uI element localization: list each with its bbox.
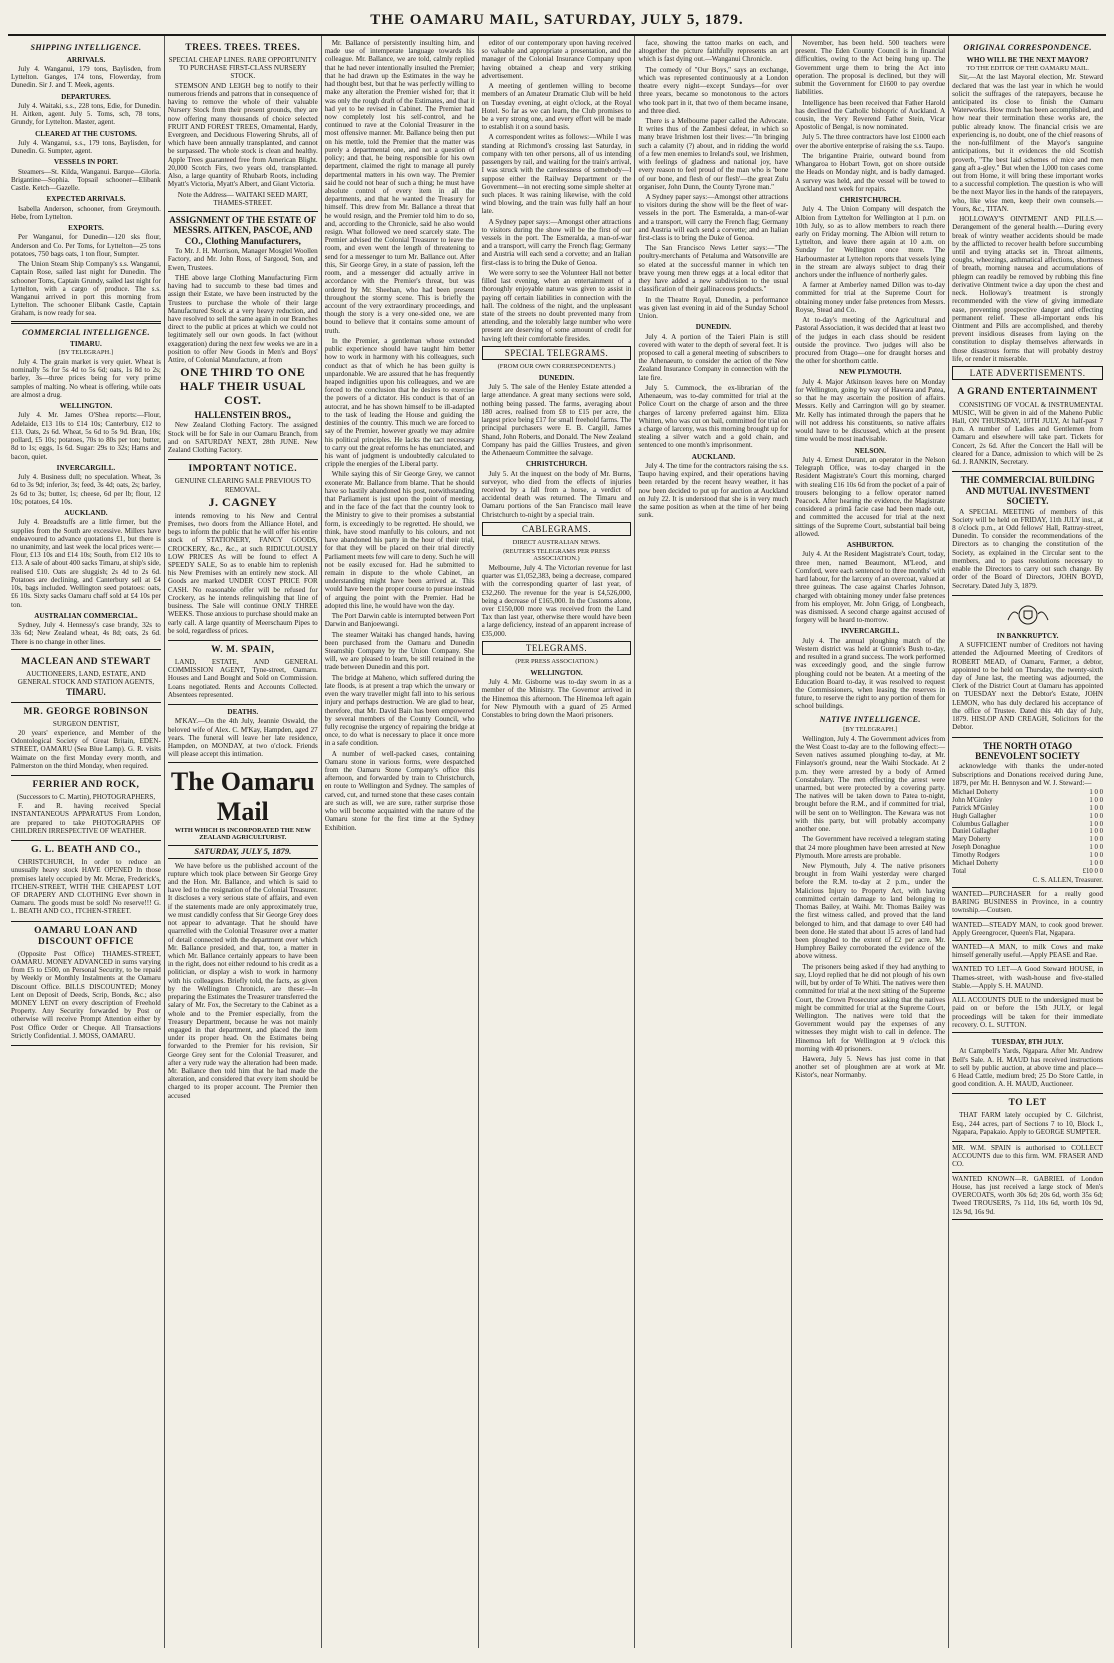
by-telegraph: [BY TELEGRAPH.]: [58, 349, 114, 357]
ad-spain: W. M. SPAIN, LAND, ESTATE, AND GENERAL COMMISSION AGENT, Tyne-street, Oamaru. Houses and Land Bought and Sold on Commission. Loans negotiated. Rents and Accounts Collected. Absentees represented.: [168, 641, 318, 705]
ad-maclean: MACLEAN AND STEWART AUCTIONEERS, LAND, ESTATE, AND GENERAL STOCK AND STATION AGENTS, TIMARU.: [11, 653, 161, 703]
departures-text: July 4. Waitaki, s.s., 228 tons, Edie, for Dunedin. H. Aitken, agent. July 5. Toms, sch, 78 tons, Grundy, for Lyttelton. Master, agent.: [11, 101, 161, 127]
correspondence-heading: ORIGINAL CORRESPONDENCE.: [963, 43, 1092, 52]
ad-wanted-1: WANTED—PURCHASER for a really good BARING BUSINESS in Province, in a country township.—Coutsen.: [952, 888, 1103, 919]
subscription-row: [952, 852, 1103, 860]
wellington-heading: WELLINGTON.: [59, 402, 113, 411]
subscription-row: [952, 789, 1103, 797]
ad-beath: G. L. BEATH AND CO., CHRISTCHURCH, In order to reduce an unusually heavy stock HAVE OPENED In those premises lately occupied by Mr. Mcrae, Frederick's, ITCHEN-STREET, WITH THE CHEAPEST LOT OF DRAPERY AND CLOTHING Ever shown in Oamaru. The goods must be sold! No reserve!!! G. L. BEATH AND CO., ITCHEN-STREET.: [11, 841, 161, 922]
subscriber-name: Michael Doherty: [952, 859, 999, 867]
ad-wanted-4: WANTED TO LET—A Good Steward HOUSE, in Thames-street, with wash-house and five-stalled Stable.—Apply S. H. MAUND.: [952, 963, 1103, 994]
subscriber-name: Timothy Rodgers: [952, 852, 1000, 860]
subscription-row: [952, 844, 1103, 852]
ad-spain-accounts: MR. W.M. SPAIN is authorised to COLLECT ACCOUNTS due to this firm. WM. FRASER AND CO.: [952, 1142, 1103, 1173]
timaru-text: July 4. The grain market is very quiet. Wheat is nominally 5s for 5s 4d to 5s 6d; oats, 1s 8d to 2s; barley, 3s—three prices being for very prime samples of malting. No wheat is offering, while oats are almost a drug.: [11, 358, 161, 399]
bridge-item: The bridge at Maheno, which suffered during the late floods, is at present a trap which the unwary or even the wary traveller might fall into to his serious injury and perhaps destruction. We are glad to hear, therefore, that Mr. David Bain has been empowered by several members of the County Council, who fully recognise the urgency of repairing the bridge at once, to do what is necessary to place it once more in a safe condition.: [324, 673, 475, 748]
invercargill-heading: INVERCARGILL.: [56, 463, 116, 472]
vessels-heading: VESSELS IN PORT.: [53, 158, 118, 167]
columns: [8, 36, 1106, 1648]
leader-text: We have before us the published account of the rupture which took place between Sir George Grey and the Hon. Mr. Ballance, and which is said to have led to the resignation of the Colonial Treasurer. It discloses a very serious state of affairs, and even if the statements made are only approximately true, we must candidly confess that Sir George Grey does not appear to advantage. That he should have quarrelled with the Colonial Treasurer over a matter of detail connected with the department over which Mr. Ballance presided, and that, too, a matter in which Mr. Ballance certainly appears to have been in the right, does not either redound to his credit as a politician, or display a wish to work in harmony with his colleagues. Briefly told, the facts, as given by the Wellington Chronicle, are these:—In preparing the Estimates the Treasurer transferred the salary of Mr. Fox, the Secretary to the Cabinet as a whole and to the Premier especially, from the Treasury Department, because he was not mainly engaged in that department, and placed the item under its proper head. On the Estimates being forwarded to the Premier for his revision, Sir George Grey sent for the Colonial Treasurer, and after a very rude way the alteration had been made. Mr. Ballance then told him that he had made the alteration, and considered that every item should be charged to its proper account. The Premier then accused: [167, 861, 318, 1100]
expected-heading: EXPECTED ARRIVALS.: [46, 195, 126, 204]
australian-text: Sydney, July 4. Hennessy's case brandy, 32s to 33s 6d; New Zealand wheat, 4s 8d; oats, 2s 6d. There is no change in other lines.: [11, 621, 161, 646]
leader-dateline: SATURDAY, JULY 5, 1879.: [168, 845, 318, 859]
subscription-row: [952, 828, 1103, 836]
expected-text: Isabella Anderson, schooner, from Greymouth. Hebe, from Lyttelton.: [11, 204, 161, 221]
subscription-amount: 1 0 0: [1089, 852, 1104, 860]
port-darwin: The Port Darwin cable is interrupted between Port Darwin and Banjoewangi.: [324, 612, 475, 629]
item-1: editor of our contemporary upon having received so valuable and appropriate a presentation, and the manager of the Colonial Insurance Company upon having obtained a cheap and very striking advertisement.: [481, 39, 632, 80]
ad-auction: TUESDAY, 8TH JULY. At Campbell's Yards, Ngapara. After Mr. Andrew Bell's Sale. A. H. MAUD has received instructions to sell by public auction, at above time and place— 6 Head Cattle, medium bred; 25 Do Store Cattle, in good condition. A. H. MAUD, Auctioneer.: [952, 1033, 1103, 1094]
ad-cagney: IMPORTANT NOTICE. GENUINE CLEARING SALE PREVIOUS TO REMOVAL. J. CAGNEY intends removing to his New and Central Premises, two doors from the Alliance Hotel, and begs to inform the public that he will offer his entire stock of STATIONERY, FANCY GOODS, CROCKERY, &c., &c., at such RIDICULOUSLY LOW PRICES As will be found to effect A SPEEDY SALE, So as to enable him to replenish his New Premises with an entirely new stock. All Goods are marked UNDER COST PRICE FOR CASH. No reasonable offer will be refused for Crockery, as he intends relinquishing that line of business. The Sale will continue ONLY THREE WEEKS. Those anxious to purchase should make an early call. A large quantity of Meerschaum Pipes to be sold, regardless of prices.: [168, 460, 318, 641]
ad-loan-office: OAMARU LOAN AND DISCOUNT OFFICE (Opposite Post Office) THAMES-STREET, OAMARU. MONEY ADVANCED in sums varying from £5 to £500, on Personal Security, to be repaid by Weekly or Monthly Instalments at the Oamaru Discount Office. BILLS DISCOUNTED; Money Lent on Deposit of Deeds, Scrip, Bonds, &c.; also MONEY LENT on every description of Freehold Property. Any Security forwarded by Post or otherwise will receive Prompt Attention either by Post Office Order or Cheque. All Transactions Strictly Confidential. J. MOSS, OAMARU.: [11, 922, 161, 1046]
auckland-text: July 4. Breadstuffs are a little firmer, but the supplies from the South are excessive. Millers have endeavoured to advance quotations £1, but there is no unanimity, and last week the local prices were:—Flour, £13 10s and £14 10s; South, from £12 10s to £13. A sale of about 400 sacks Timaru, at ship's side, realised £10. Oats are sluggish; 2s 4d to 2s 6d. Potatoes are declining, and Canterbury sell at £4 10s, bags included. Wellington seed potatoes: oats, £6 10s. Sixty sacks Oamaru chaff sold at £4 10s per ton.: [11, 518, 161, 609]
subscriber-name: Joseph Donaghue: [952, 844, 1001, 852]
deaths-text: M'KAY.—On the 4th July, Jeannie Oswald, the beloved wife of Alex. C. M'Kay, Hampden, aged 27 years. The funeral will leave her late residence, Hampden, on MONDAY, at two o'clock. Friends will please accept this intimation.: [167, 717, 318, 759]
subscriptions-table: Michael Doherty 1 0 0 John M'Ginley 1 0 0 Patrick M'Ginley 1 0 0 Hugh Gallagher 1 0 0 Columbus Gallagher 1 0 0 Daniel Gallagher 1 0 0 Mary Doherty 1 0 0 Joseph Donaghue 1 0 0 Timothy Rodgers 1 0 0 Michael Doherty 1 0 0 Total £10 0 0: [952, 789, 1104, 875]
subscription-amount: 1 0 0: [1089, 820, 1104, 828]
ad-robinson: MR. GEORGE ROBINSON SURGEON DENTIST, 20 years' experience, and Member of the Odontological Society of Great Britain, EDEN-STREET, OAMARU (Sea Blue Lamp). G. R. visits Waimate on the first Monday every month, and Palmerston on the third Monday, when required.: [11, 703, 161, 776]
timaru-heading: TIMARU.: [70, 340, 102, 349]
masthead: THE OAMARU MAIL, SATURDAY, JULY 5, 1879.: [8, 10, 1106, 36]
ad-benevolent: THE NORTH OTAGO BENEVOLENT SOCIETY acknowledge with thanks the under-noted Subscriptions and Donations received during June, 1879, per Mr. H. Bennyson and W. J. Steward:— Michael Doherty 1 0 0 John M'Ginley 1 0 0 Patrick M'Ginley 1 0 0 Hugh Gallagher 1 0 0 Columbus Gallagher 1 0 0 Daniel Gallagher 1 0 0 Mary Doherty 1 0 0 Joseph Donaghue 1 0 0 Timothy Rodgers 1 0 0 Michael Doherty 1 0 0 Total £10 0 0 C. S. ALLEN, Treasurer.: [952, 738, 1103, 888]
shipping-news: The Union Steam Ship Company's s.s. Wanganui, Captain Rose, sailed last night for Dunedin. The schooner Toms, Captain Grundy, sailed last night for Lyttelton, with a cargo of produce. The s.s. Wanganui arrived in port this morning from Lyttelton. The schooner Elibank Castle, Captain Graham, is now ready for sea.: [11, 260, 161, 318]
column-5: face, showing the tattoo marks on each, and altogether the picture faithfully represents an art which is fast dying out.—Wanganui Chronicle. The comedy of "Our Boys," says an exchange, which was represented continuously at a London theatre every night—except Sundays—for over three years, became so monotonous to the actors who took part in it, that two of them became insane, and three died. There is a Melbourne paper called the Advocate. It writes thus of the Zambesi defeat, in which so many brave Irishmen lost their lives:—"In bringing such a calamity (?) about, and in ridding the world of a few men enemies to Ireland's soul, we Irishmen, with feelings of gladness and national joy, have every reason to feel proud of the man who is 'bone of our bone, and flesh of our flesh'—the great Zulu organiser, John Dunn, the County Tyrone man." A Sydney paper says:—Amongst other attractions to visitors during the show will be the fleet of war-vessels in the port. The Esmeralda, a man-of-war and a transport, will carry the French flag; Germany and Austria will each send a corvette; and an Italian first-class is to bring the Duke of Genoa. The San Francisco News Letter says:—"The poultry-merchants of Petaluma and Watsonville are so elated at the successful manner in which ten brave young men threw eggs at a local editor that they have added a new subdivision to the usual classification of their gallinaceous products." In the Theatre Royal, Dunedin, a performance was given last evening in aid of the Sunday School Union. DUNEDIN. July 4. A portion of the Taieri Plain is still covered with water to the depth of several feet. It is proposed to call a general meeting of subscribers to the Athenaeum, to consider the action of the New Zealand Insurance Company in connection with the late fire. July 5. Cummock, the ex-librarian of the Athenaeum, was to-day committed for trial at the Police Court on the charge of arson and the three charges of larceny preferred against him. Eliza Whitten, who was cut on bail, committed for trial on a charge of larceny, was this morning brought up for stealing a silver watch and a gold chain, and sentenced to one month's imprisonment. AUCKLAND. July 4. The time for the contractors raising the s.s. Taupo having expired, and their operations having been retarded by the recent heavy weather, it has now been decided to put up for auction at Auckland on July 22. It is understood that she is in very much the same position as when at the time of her being sunk.: [635, 36, 792, 1648]
shipping-heading: SHIPPING INTELLIGENCE.: [30, 43, 142, 52]
subscription-row: [952, 797, 1103, 805]
cablegrams-heading: CABLEGRAMS.: [482, 522, 632, 536]
subscription-amount: 1 0 0: [1089, 789, 1104, 797]
subscription-amount: 1 0 0: [1089, 844, 1104, 852]
subscription-row: [952, 836, 1103, 844]
invercargill-text: July 4. Business dull; no speculation. Wheat, 3s 6d to 3s 9d; inferior, 3s; feed, 3s 4d; oats, 2s; barley, 2s 6d to 3s; butter, 1s; cheese, 6d per lb; flour, 12 10s; potatoes, £4 10s.: [11, 473, 161, 506]
arrivals-text: July 4. Wanganui, 179 tons, Baylisden, from Lyttelton. Ganges, 174 tons, Flowerday, from Dunedin. Sir J. and T. Meek, agents.: [11, 64, 161, 90]
column-1: [8, 36, 165, 1648]
ad-trees: TREES. TREES. TREES. SPECIAL CHEAP LINES. RARE OPPORTUNITY TO PURCHASE FIRST-CLASS NURSERY STOCK. STEMSON AND LEIGH beg to notify to their numerous friends and patrons that in consequence of having to remove the whole of their valuable Nursery Stock from their present grounds, they are now offering many thousands of choice selected FRUIT AND FOREST TREES, Ornamental, Hardy, Evergreen, and Deciduous Flowering Shrubs, all of which have been annually transplanted, and cannot be surpassed. The whole stock is clean and healthy. Apple Trees guaranteed free from American Blight. 20,000 Scotch Firs, two years old, transplanted. Also, a large quantity of Rhubarb Roots, including Myatt's Victoria, Myatt's Albert, and Giant Victoria. Note the Address— WAITAKI SEED MART, THAMES-STREET.: [168, 39, 318, 212]
column-4: editor of our contemporary upon having received so valuable and appropriate a presentation, and the manager of the Colonial Insurance Company upon having obtained a cheap and very striking advertisement. A meeting of gentlemen willing to become members of an Amateur Dramatic Club will be held on Tuesday evening, at eight o'clock, at the Royal Hotel. So far as we can learn, the Club promises to be a very strong one, and every effort will be made to establish it on a sound basis. A correspondent writes as follows:—While I was standing at Richmond's crossing last Saturday, in company with ten other persons, all of us intending passengers by rail, and waiting for the train's arrival, I was struck with the carelessness of somebody—I suppose either the Railway Department or the Government—in not erecting some simple shelter at such places. It was raining likewise, with the cold wind blowing, and the train was fully half an hour late. A Sydney paper says:—Amongst other attractions to visitors during the show will be the first of our vessels in the port. The Esmeralda, a man-of-war and a transport, will carry the French flag; Germany and Austria will each send a corvette; and an Italian first-class is to bring the Duke of Genoa. We were sorry to see the Volunteer Hall not better filled last evening, when an entertainment of a thoroughly enjoyable nature was given to assist in paying off certain liabilities in connection with the hall. The coldness of the night, and the unpleasant state of the streets no doubt prevented many from attending, and the tolerably large number who were present are deserving of some amount of credit for having left their comfortable firesides. SPECIAL TELEGRAMS. (FROM OUR OWN CORRESPONDENTS.) DUNEDIN. July 5. The sale of the Henley Estate attended a large attendance. A great many sections were sold, nothing being passed. The farms, averaging about 180 acres, realised from £8 to £15 per acre, the largest price being £17 for small freehold farms. The principal purchasers were E. B. Cargill, James Shand, John Roberts, and Donald. The New Zealand Company has paid the Gillies Trustees, and given the Athenaeum Committee the salvage. CHRISTCHURCH. July 5. At the inquest on the body of Mr. Burns, surveyor, who died from the effects of injuries received by a fall from a horse, a verdict of accidental death was returned. The Timaru and Oamaru portions of the San Francisco mail leave Christchurch to-night by a special train. CABLEGRAMS. DIRECT AUSTRALIAN NEWS. (REUTER'S TELEGRAMS PER PRESS ASSOCIATION.) Melbourne, July 4. The Victorian revenue for last quarter was £1,052,383, being a decrease, compared with the corresponding quarter of last year, of £32,260. The revenue for the year is £4,526,000, being a decrease of £165,000. In the Customs alone, over £150,000 more was received from the Land Tax than last year, otherwise there would have been a large deficiency, instead of an apparent increase of £35,000. TELEGRAMS. (PER PRESS ASSOCIATION.) WELLINGTON. July 4. Mr. Gisborne was to-day sworn in as a member of the Ministry. The Governor arrived in the Hinemoa this afternoon. The Hinemoa left again for New Plymouth with a guard of 25 Armed Constables to bring down the Maori prisoners.: [479, 36, 636, 1648]
exports-text: Per Wanganui, for Dunedin—120 sks flour, Anderson and Co. Per Toms, for Lyttelton—25 tons potatoes, 750 bags oats, 1 ton flour, Sumpter.: [11, 233, 161, 258]
ad-gabriel: WANTED KNOWN—R. GABRIEL of London House, has just received a large stock of Men's OVERCOATS, worth 30s 6d; 20s 6d, worth 35s 6d; Tweed TROUSERS, 7s 11d, 10s 6d, worth 10s 9d, 12s 9d, 16s 9d.: [952, 1173, 1103, 1220]
ad-building-society: THE COMMERCIAL BUILDING AND MUTUAL INVESTMENT SOCIETY. A SPECIAL MEETING of members of this Society will be held on FRIDAY, 11th JULY inst., at 8 o'clock p.m., at Odd fellows' Hall, Rattray-street, Dunedin. To consider the recommendations of the Directors as to changing the constitution of the Society, as explained in the Circular sent to the members, and to pass resolutions necessary to enable the Directors to carry out such change. By order of the Board of Directors, JOHN BOYD, Secretary. Dated July 3, 1879.: [952, 472, 1103, 596]
item-2: A meeting of gentlemen willing to become members of an Amateur Dramatic Club will be held on Tuesday evening, at eight o'clock, at the Royal Hotel. So far as we can learn, the Club promises to be a very strong one, and every effort will be made to establish it on a sound basis.: [481, 82, 632, 132]
subscription-amount: 1 0 0: [1089, 804, 1104, 812]
subscription-amount: 1 0 0: [1089, 828, 1104, 836]
commercial-heading: COMMERCIAL INTELLIGENCE.: [21, 327, 150, 337]
newspaper-flag: The Oamaru Mail: [170, 766, 315, 826]
auckland-heading: AUCKLAND.: [64, 508, 108, 517]
subscriber-name: Michael Doherty: [952, 789, 999, 797]
ad-wanted-3: WANTED—A MAN, to milk Cows and make himself generally useful.—Apply PEASE and Rae.: [952, 941, 1103, 963]
subscriber-name: Hugh Gallagher: [952, 812, 996, 820]
wellington-text: July 4. Mr. James O'Shea reports:—Flour, Adelaide, £13 10s to £14 10s; Canterbury, £12 to £13. Oats, 2s 6d. Wheat, 5s 6d to 5s 9d. Bran, 10s; pollard, £5 10s; potatoes, 70s to 80s per ton; butter, 8d to 1s; eggs, 1s 6d. Sugar: 29s to 32s; Hams and bacon, quiet.: [11, 411, 161, 461]
royal-arms-icon: [1005, 602, 1051, 628]
telegrams-heading: TELEGRAMS.: [482, 641, 632, 655]
subscriber-name: Patrick M'Ginley: [952, 804, 999, 812]
leader-cont-2: In the Premier, a gentleman whose extended public experience should have taught him better how to work in harmony with his colleagues, such conduct as that of which he has been guilty is unpardonable. We are assured that he has frequently heaped indignities upon his colleagues, and we are forced to the conclusion that he desires to exercise the powers of a dictator. His conduct is that of an autocrat, and he has shown himself to be ill-adapted to the task of leading the House and guiding the destinies of the country. This much we are forced to say of the Premier, however greatly we may admire his political principles. He lacks the tact necessary to carry out the great reforms he has enunciated, and his want of judgment is undoubtedly calculated to cripple the energies of the Liberal party.: [324, 336, 475, 469]
vessels-text: Steamers—St. Kilda, Wanganui. Barque—Gloria. Brigantine—Sophia. Topsail schooner—Elibank Castle. Ketch—Gazelle.: [11, 167, 161, 193]
customs-text: July 4. Wanganui, s.s., 179 tons, Baylisden, for Dunedin. G. Sumpter, agent.: [11, 138, 161, 156]
subscription-amount: 1 0 0: [1089, 836, 1104, 844]
item-3: A correspondent writes as follows:—While I was standing at Richmond's crossing last Saturday, in company with ten other persons, all of us intending passengers by rail, and waiting for the train's arrival, I was struck with the carelessness of somebody—I suppose either the Railway Department or the Government—in not erecting some simple shelter at such places. It was raining likewise, with the cold wind blowing, and the train was fully half an hour late.: [481, 133, 632, 216]
column-3: [322, 36, 479, 1648]
column-6: November, has been held. 500 teachers were present. The Eden County Council is in financial difficulties, owing to the Act being hung up. The Government urge them to bring the Act into operation. The proposal is declined, but they will submit the Government for £1600 to pay overdue liabilities. Intelligence has been received that Father Harold has declined the Catholic bishopric of Auckland. A cousin, the Very Reverend Father Stein, Vicar Apostolic of Bengal, is now nominated. July 5. The three contractors have lost £1000 each over the abortive enterprise of raising the s.s. Taupo. The brigantine Prairie, outward bound from Whangaroa to Hobart Town, got on shore outside the Heads on Monday night, and is badly damaged. A survey was held, and the vessel will be towed to Auckland next week for repairs. CHRISTCHURCH. July 4. The Union Company will despatch the Albion from Lyttelton for Wellington at 1 p.m. on 10th July, so as to allow members to reach there early on Friday morning. The Albion will return to Lyttelton, and leave there again at 10 a.m. on Sunday for Wellington once more. The Harbourmaster at Lyttelton reports that vessels lying in the stream are always subject to drag their anchors under the influence of northerly gales. A farmer at Amberley named Dillon was to-day committed for trial at the Supreme Court for obtaining money under false pretences from Messrs. Royse, Stead and Co. At to-day's meeting of the Agricultural and Pastoral Association, it was decided that at least two of the judges in each class should be resident outside the province. Two judges will also be procured from Otago—one for draught horses and the other for shorthorn cattle. NEW PLYMOUTH. July 4. Major Atkinson leaves here on Monday for Wellington, going by way of Hawera and Patea, so that he may ascertain the position of affairs. Messrs. Kelly and Carrington will go by steamer. Mr. Kelly has intimated through the papers that he will not address his constituents, so native affairs would have to be discussed, which at the present time would be most inadvisable. NELSON. July 4. Ernest Durant, an operator in the Nelson Telegraph Office, was to-day charged in the Resident Magistrate's Court this morning, charged with stealing £16 10s 6d from the pocket of a pair of trousers belonging to a fellow operator named Peacock. After hearing the evidence, the Magistrate considered a primâ facie case had been made out, and committed the accused for trial at the next sittings of the Supreme Court, substantial bail being allowed. ASHBURTON. July 4. At the Resident Magistrate's Court, today, three men, named Beaumont, M'Leod, and Comford, were each sentenced to three months' with hard labour, for the larceny of an overcoat, valued at three guineas. The case against Charles Johnson, charged with obtaining money under false pretences from his employer, Mr. John Grigg, of Longbeach, was dismissed. A second charge against accused of forgery will be heard to-morrow. INVERCARGILL. July 4. The annual ploughing match of the Western district was held at Gunnie's Bush to-day, and resulted in a grand success. The work performed was exceedingly good, and the single furrow ploughing could not be beaten. At a meeting of the Education Board to-day, it was resolved to request the Commissioners, when leasing the reserves in future, to reserve the right to any portion of them for school buildings. NATIVE INTELLIGENCE. [BY TELEGRAPH.] Wellington, July 4. The Government advices from the West Coast to-day are to the following effect:— Seven natives assumed ploughing to-day, at Mr. Finlayson's ground, near the Waihi Stockade. At 2 p.m. they were arrested by a body of Armed Constabulary. The men effecting the arrest were unarmed, but were protected by a covering party. The natives will be taken down to Patea to-night, brought before the R.M., and if committed for trial, will be sent on to Wellington. The Kewara was not with this party, but will probably accompany another one. The Government have received a telegram stating that 24 more ploughmen have been arrested at New Plymouth. More arrests are probable. New Plymouth, July 4. The native prisoners brought in from Waihi yesterday were charged before the R.M. to-day at 2 p.m., under the Malicious Injury to Property Act, with having committed certain damage to land belonging to Thomas Bailey, at Waihi. Mr. Thomas Bailey was the first witness called, and proved that the land belonged to him, and that damage to over £40 had been done. He stated that about 15 acres of land had been ploughed to the extent of £2 per acre. Mr. Humphrey Bailey corroborated the evidence of the above witness. The prisoners being asked if they had anything to say, Lloyd replied that he did not plough of his own will, but by order of Te Whiti. The natives were then committed for trial at the next sitting of the Supreme Court, the Crown Prosecutor asking that the natives might be committed for trial at the Supreme Court, Wellington. The natives were told that the Government would pay the expenses of any witnesses they might wish to call in defence. The Hinemoa left for Wellington at 9 o'clock this morning with 40 prisoners. Hawera, July 5. News has just come in that another set of ploughmen are at work at Mr. Kistor's, near Normanby.: [792, 36, 949, 1648]
stone-item: A number of well-packed cases, containing Oamaru stone in various forms, were despatched from the Oamaru Stone Company's office this afternoon, and forwarded by train to Christchurch, en route to Wellington and Sydney. The samples of carved, cut, and turned stone that these cases contain are such as will, we are sure, rather surprise those who will become acquainted with the nature of the Oamaru stone for the first time at the Sydney Exhibition.: [324, 749, 475, 832]
subscriber-name: John M'Ginley: [952, 796, 993, 804]
subscription-row: [952, 805, 1103, 813]
customs-heading: CLEARED AT THE CUSTOMS.: [35, 129, 137, 138]
subscriber-name: Mary Doherty: [952, 836, 991, 844]
subscription-amount: 1 0 0: [1089, 796, 1104, 804]
departures-heading: DEPARTURES.: [61, 92, 111, 101]
subscription-row: [952, 813, 1103, 821]
leader-cont-3: While saying this of Sir George Grey, we cannot exonerate Mr. Ballance from blame. That he should have so hastily abandoned his post, notwithstanding that Parliament is just upon the point of meeting, and in the face of the fact that the country look to the Ministry to give to their promises a substantial form, is exceedingly to be regretted. He should, we think, have stood manfully to his colours, and not have abandoned his party in the hour of their trial, for that they will be placed on their trial directly Parliament meets few will care to deny. Such he will not be easily excused for. Had he submitted to remain in dispute to the whole Cabinet, an understanding might have been arrived at. This would have been the proper course to pursue instead of arguing the point with the Premier. Had he adopted this line, he would have won the day.: [324, 470, 475, 610]
waitaki-item: The steamer Waitaki has changed hands, having been purchased from the Oamaru and Dunedin Steamship Company by the Union Company. She will, we are pleased to learn, be still retained in the trade between Dunedin and this port.: [324, 630, 475, 672]
ad-ferrier: FERRIER AND ROCK, (Successors to C. Martin), PHOTOGRAPHERS, F. and R. having received Special INSTANTANEOUS APPARATUS From London, are prepared to take PHOTOGRAPHS OF CHILDREN IRRESPECTIVE OF WEATHER.: [11, 776, 161, 841]
subscription-amount: 1 0 0: [1089, 859, 1104, 867]
subscriber-name: Daniel Gallagher: [952, 828, 999, 836]
ad-assignment: ASSIGNMENT OF THE ESTATE OF MESSRS. AITKEN, PASCOE, AND CO., Clothing Manufacturers, To Mr. J. H. Morrison, Manager Mosgiel Woollen Factory, and Mr. John Ross, of Sargood, Son, and Ewen, Trustees. THE above large Clothing Manufacturing Firm having had to succumb to these bad times and assign their Estate, we have been instructed by the Trustees to purchase the whole of their large Manufactured Stock at a very heavy reduction, and have resolved to sell the same again in our Branches direct to the public at prices at which we could not legitimately sell our own goods. In fact (without exaggeration) during the next few weeks we are in a position to offer New Goods in Men's and Boys' Attire, of Colonial Manufacture, at from ONE THIRD TO ONE HALF THEIR USUAL COST. HALLENSTEIN BROS., New Zealand Clothing Factory. The assigned Stock will be for Sale in our Oamaru Branch, from and on SATURDAY NEXT, 28th JUNE. New Zealand Clothing Factory.: [168, 212, 318, 460]
leader-cont-1: Mr. Ballance of persistently insulting him, and made use of intemperate language towards his colleague. Mr. Ballance, we are told, calmly replied that he had never intentionally insulted the Premier; that he had drawn up the Estimates in the way he had thought best, but that he was perfectly willing to make any alteration the Premier wished for; that it was only the rough draft of the Estimates, and that it had yet to be revised in Cabinet. The Premier had now completely lost his self-control, and he continued to rave at the Colonial Treasurer in the most offensive manner. Mr. Ballance being then put on his mettle, told the Premier that the matter was purely a departmental one, and not a question of policy; and that, he being responsible for his own department, claimed the right to manage all purely departmental matters in his own way. The Premier said he could not hear of such a thing; he must have absolute control of every item in all the departments, and that he wanted the Treasury for himself. This drew from Mr. Ballance a threat that he would resign, and the Premier told him to do so, and, according to the Chronicle, said he also would resign. What followed we need scarcely state. The Premier advised the Colonial Treasurer to leave the room, and even went the length of threatening to send for a messenger to turn Mr. Ballance out. After this, Sir George Grey, in a state of passion, left the room, and a messenger did actually arrive in accordance with the Premier's threat, but was ordered by Mr. Sheehan, who had been present throughout the stormy scene. This is briefly the account of the very extraordinary proceedings, and though the story is a very one-sided one, we are bound to believe that it contains some amount of truth.: [324, 39, 475, 335]
late-advertisements-heading: LATE ADVERTISEMENTS.: [952, 366, 1103, 380]
ad-entertainment: A GRAND ENTERTAINMENT CONSISTING OF VOCAL & INSTRUMENTAL MUSIC, Will be given in aid of the Maheno Public Hall, ON THURSDAY, 10TH JULY, At half-past 7 p.m. A number of Ladies and Gentlemen from Oamaru and elsewhere will take part. Tickets for Concert, 2s 6d. After the Concert the Hall will be cleared for a Dance, admission to which will be 2s 6d. J. RANKIN, Secretary.: [952, 383, 1103, 472]
subscription-row: [952, 821, 1103, 829]
subscriber-name: Columbus Gallagher: [952, 820, 1009, 828]
ad-accounts: ALL ACCOUNTS DUE to the undersigned must be paid on or before the 15th JULY, or legal proceedings will be taken for their immediate recovery. O. L. SUTTON.: [952, 994, 1103, 1033]
subscription-amount: 1 0 0: [1089, 812, 1104, 820]
flag-subtitle: WITH WHICH IS INCORPORATED THE NEW ZEALAND AGRICULTURIST.: [174, 826, 311, 842]
deaths-heading: DEATHS.: [227, 708, 259, 717]
exports-heading: EXPORTS.: [68, 224, 104, 233]
ad-bankruptcy: IN BANKRUPTCY. A SUFFICIENT number of Creditors not having attended the Adjourned Meeting of Creditors of ROBERT MEAD, of Oamaru, Farmer, a debtor, appointed to be held on Thursday, the twenty-sixth day of June last, the meeting was adjourned, the Clerk of the District Court at Oamaru has appointed on TUESDAY next the Debtor's Estate, JOHN LEMON, who has duly declared his acceptance of the office of Trustee. Dated this 4th day of July, 1879. HISLOP AND CREAGH, Solicitors for the Debtor.: [952, 596, 1103, 738]
subscription-row: [952, 860, 1103, 868]
column-7: ORIGINAL CORRESPONDENCE. WHO WILL BE THE NEXT MAYOR? TO THE EDITOR OF THE OAMARU MAIL. Sir,—At the last Mayoral election, Mr. Steward declared that was the last year in which he would solicit the suffrages of the ratepayers, because he anticipated its close to finish the Oamaru Waterworks. How much has been accomplished, and how near their termination these works are, the public already know. The financial crisis we are experiencing is, no doubt, one of the chief reasons of the non-fulfilment of the Mayor's sanguine anticipations, but it evidences the old Scottish proverb, "The best laid schemes of mice and men gang aft a-gley." But when the 1,000 ton cases come out from Home, it will bring these important works to a successful completion. The question is who will be the next Mayor lies in the hands of the ratepayers, who, like wise men, keep their own counsels.—Yours, &c., TITAN. HOLLOWAY'S OINTMENT AND PILLS.—Derangement of the general health.—During every break of wintry weather accidents should be made by the afflicted to recover health before succumbing until and trying attacks set in. Throat ailments, coughs, wheezings, asthmatical affections, shortness of breath, morning nausea and accumulations of phlegm can readily be removed by rubbing this fine derivative Ointment twice a day upon the chest and neck. Holloway's treatment is strongly recommended with the view of giving immediate ease, preventing prospective danger and effecting permanent relief. These all-important ends his Ointment and Pills are accomplished, and thereby prevent insidious diseases from laying on the constitution to display themselves afterwards in those disastrous forms that will probably destroy life, or render it miserable. LATE ADVERTISEMENTS. A GRAND ENTERTAINMENT CONSISTING OF VOCAL & INSTRUMENTAL MUSIC, Will be given in aid of the Maheno Public Hall, ON THURSDAY, 10TH JULY, At half-past 7 p.m. A number of Ladies and Gentlemen from Oamaru and elsewhere will take part. Tickets for Concert, 2s 6d. After the Concert the Hall will be cleared for a Dance, admission to which will be 2s 6d. J. RANKIN, Secretary. THE COMMERCIAL BUILDING AND MUTUAL INVESTMENT SOCIETY. A SPECIAL MEETING of members of this Society will be held on FRIDAY, 11th JULY inst., at 8 o'clock p.m., at Odd fellows' Hall, Rattray-street, Dunedin. To consider the recommendations of the Directors as to changing the constitution of the Society, as explained in the Circular sent to the members, and to pass resolutions necessary to enable the Directors to carry out such change. By order of the Board of Directors, JOHN BOYD, Secretary. Dated July 3, 1879. IN BANKRUPTCY. A SUFFICIENT number of Creditors not having attended the Adjourned Meeting of Creditors of ROBERT MEAD, of Oamaru, Farmer, a debtor, appointed to be held on Thursday, the twenty-sixth day of June last, the meeting was adjourned, the Clerk of the District Court at Oamaru has appointed on TUESDAY next the Debtor's Estate, JOHN LEMON, who has duly declared his acceptance of the office of Trustee. Dated this 4th day of July, 1879. HISLOP AND CREAGH, Solicitors for the Debtor. THE NORTH OTAGO BENEVOLENT SOCIETY acknowledge with thanks the under-noted Subscriptions and Donations received during June, 1879, per Mr. H. Bennyson and W. J. Steward:— Michael Doherty 1 0 0 John M'Ginley 1 0 0 Patrick M'Ginley 1 0 0 Hugh Gallagher 1 0 0 Columbus Gallagher 1 0 0 Daniel Gallagher 1 0 0 Mary Doherty 1 0 0 Joseph Donaghue 1 0 0 Timothy Rodgers 1 0 0 Michael Doherty 1 0 0 Total £10 0 0 C. S. ALLEN, Treasurer. WANTED—PURCHASER for a really good BARING BUSINESS in Province, in a country township.—Coutsen. WANTED—STEADY MAN, to cook good brewer. Apply Greengrocer, Queen's Flat, Ngapara. WANTED—A MAN, to milk Cows and make himself generally useful.—Apply PEASE and Rae. WANTED TO LET—A Good Steward HOUSE, in Thames-street, with wash-house and five-stalled Stable.—Apply S. H. MAUND. ALL ACCOUNTS DUE to the undersigned must be paid on or before the 15th JULY, or legal proceedings will be taken for their immediate recovery. O. L. SUTTON. TUESDAY, 8TH JULY. At Campbell's Yards, Ngapara. After Mr. Andrew Bell's Sale. A. H. MAUD has received instructions to sell by public auction, at above time and place— 6 Head Cattle, medium bred; 25 Do Store Cattle, in good condition. A. H. MAUD, Auctioneer. TO LET THAT FARM lately occupied by C. Gilchrist, Esq., 244 acres, part of Sections 7 to 10, Block I., Ngapara, Papakaio. Apply to GEORGE SUMPTER. MR. W.M. SPAIN is authorised to COLLECT ACCOUNTS due to this firm. WM. FRASER AND CO. WANTED KNOWN—R. GABRIEL of London House, has just received a large stock of Men's OVERCOATS, worth 30s 6d; 20s 6d, worth 35s 6d; Tweed TROUSERS, 7s 11d, 10s 6d, worth 10s 9d, 12s 9d, 16s 9d.: [949, 36, 1106, 1648]
special-telegrams-heading: SPECIAL TELEGRAMS.: [482, 346, 632, 360]
item-5: We were sorry to see the Volunteer Hall not better filled last evening, when an entertainment of a thoroughly enjoyable nature was given to assist in paying off certain liabilities in connection with the hall. The coldness of the night, and the unpleasant state of the streets no doubt prevented many from attending, and the tolerably large number who were present are deserving of some amount of credit for having left their comfortable firesides.: [481, 268, 632, 343]
item-4: A Sydney paper says:—Amongst other attractions to visitors during the show will be the first of our vessels in the port. The Esmeralda, a man-of-war and a transport, will carry the French flag; Germany and Austria will each send a corvette; and an Italian first-class is to bring the Duke of Genoa.: [481, 217, 632, 267]
ad-to-let: TO LET THAT FARM lately occupied by C. Gilchrist, Esq., 244 acres, part of Sections 7 to 10, Block I., Ngapara, Papakaio. Apply to GEORGE SUMPTER.: [952, 1094, 1103, 1142]
native-intelligence-heading: NATIVE INTELLIGENCE.: [819, 714, 921, 724]
australian-heading: AUSTRALIAN COMMERCIAL.: [34, 611, 138, 620]
ad-wanted-2: WANTED—STEADY MAN, to cook good brewer. Apply Greengrocer, Queen's Flat, Ngapara.: [952, 919, 1103, 941]
column-2: [165, 36, 322, 1648]
arrivals-heading: ARRIVALS.: [66, 55, 106, 64]
